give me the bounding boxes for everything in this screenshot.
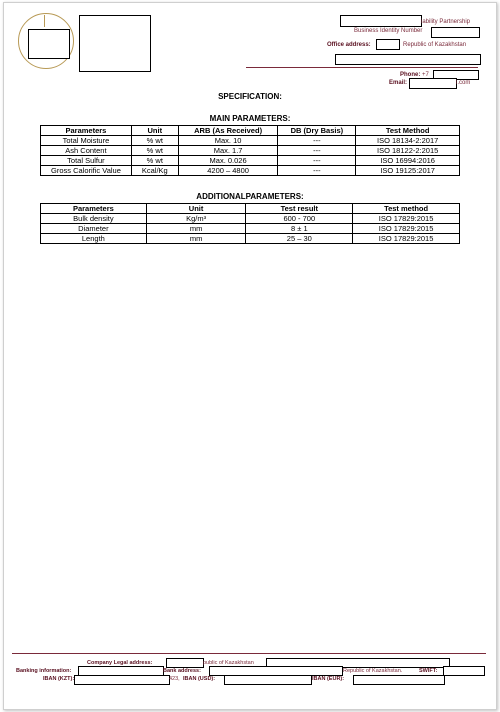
iban-usd-redaction	[224, 675, 312, 685]
table-cell: ---	[278, 136, 356, 146]
bin-label: Business Identity Number	[354, 28, 423, 34]
office-address-redaction	[376, 39, 400, 50]
company-name-redaction	[340, 15, 422, 27]
document-title: SPECIFICATION:	[218, 92, 282, 101]
email-label: Email:	[389, 80, 408, 86]
table-header-row	[41, 126, 460, 136]
table-row	[41, 224, 460, 234]
table-cell: ISO 18134-2:2017	[356, 136, 460, 146]
table-cell: % wt	[131, 146, 178, 156]
table-cell: Diameter	[41, 224, 147, 234]
table-row	[41, 234, 460, 244]
table-cell: % wt	[131, 156, 178, 166]
table-cell: ISO 17829:2015	[353, 224, 460, 234]
table-cell: Length	[41, 234, 147, 244]
office-address-line2-redaction	[335, 54, 481, 65]
office-address-label: Office address:	[327, 42, 371, 48]
col-header: Test method	[353, 204, 460, 214]
table-cell: mm	[146, 224, 246, 234]
table-cell: 8 ± 1	[246, 224, 353, 234]
iban-eur-label: IBAN (EUR):	[312, 676, 345, 682]
email-suffix: l.com	[456, 80, 471, 86]
table-cell: ---	[278, 156, 356, 166]
office-country: Republic of Kazakhstan	[403, 42, 467, 48]
table-cell: 600 - 700	[246, 214, 353, 224]
page-frame	[3, 2, 497, 710]
table-cell: Gross Calorific Value	[41, 166, 132, 176]
banking-label: Banking information:	[16, 668, 72, 674]
table-row	[41, 156, 460, 166]
table-row	[41, 214, 460, 224]
iban-usd-label: IBAN (USD):	[183, 676, 216, 682]
iban-eur-redaction	[353, 675, 445, 685]
phone-prefix: +7	[422, 72, 429, 78]
bank-address-label: Bank address:	[163, 668, 201, 674]
col-header: Parameters	[41, 204, 147, 214]
table-cell: 25 – 30	[246, 234, 353, 244]
table-cell: ISO 18122-2:2015	[356, 146, 460, 156]
table-cell: ---	[278, 146, 356, 156]
additional-parameters-title: ADDITIONALPARAMETERS:	[196, 192, 304, 201]
table-cell: ISO 19125:2017	[356, 166, 460, 176]
iban-kzt-label: IBAN (KZT):	[43, 676, 75, 682]
legal-address-label: Company Legal address:	[87, 660, 153, 666]
header-rule	[246, 67, 478, 68]
table-cell: Max. 10	[178, 136, 278, 146]
col-header: Test Method	[356, 126, 460, 136]
table-cell: ISO 17829:2015	[353, 214, 460, 224]
logo-redaction-box	[28, 29, 70, 59]
table-cell: Kcal/Kg	[131, 166, 178, 176]
phone-label: Phone: +7	[400, 72, 429, 78]
table-cell: Bulk density	[41, 214, 147, 224]
table-cell: 4200 – 4800	[178, 166, 278, 176]
table-cell: Total Sulfur	[41, 156, 132, 166]
table-cell: Max. 0.026	[178, 156, 278, 166]
legal-address-redaction	[166, 658, 204, 668]
table-cell: Ash Content	[41, 146, 132, 156]
main-parameters-title: MAIN PARAMETERS:	[209, 114, 291, 123]
iban-kzt-redaction	[74, 675, 170, 685]
email-redaction	[409, 78, 457, 89]
swift-label: SWIFT:	[419, 668, 438, 674]
col-header: Parameters	[41, 126, 132, 136]
table-row	[41, 166, 460, 176]
table-row	[41, 136, 460, 146]
iban-usd-prefix: 423,	[169, 676, 180, 682]
table-cell: % wt	[131, 136, 178, 146]
bank-country: Republic of Kazakhstan.	[343, 668, 403, 674]
table-cell: ---	[278, 166, 356, 176]
table-cell: ISO 17829:2015	[353, 234, 460, 244]
col-header: Unit	[131, 126, 178, 136]
table-cell: Kg/m³	[146, 214, 246, 224]
company-suffix: iability Partnership	[421, 19, 471, 25]
col-header: DB (Dry Basis)	[278, 126, 356, 136]
col-header: Test result	[246, 204, 353, 214]
table-header-row	[41, 204, 460, 214]
logo-accent	[44, 15, 45, 27]
col-header: ARB (As Received)	[178, 126, 278, 136]
table-cell: Max. 1.7	[178, 146, 278, 156]
table-row	[41, 146, 460, 156]
table-cell: mm	[146, 234, 246, 244]
footer-rule	[12, 653, 486, 654]
col-header: Unit	[146, 204, 246, 214]
main-parameters-table	[40, 125, 460, 176]
swift-redaction	[443, 666, 485, 676]
table-cell: Total Moisture	[41, 136, 132, 146]
image-placeholder-box	[79, 15, 151, 72]
table-cell: ISO 16994:2016	[356, 156, 460, 166]
bin-redaction	[431, 27, 480, 38]
additional-parameters-table	[40, 203, 460, 244]
legal-country: public of Kazakhstan	[203, 660, 254, 666]
